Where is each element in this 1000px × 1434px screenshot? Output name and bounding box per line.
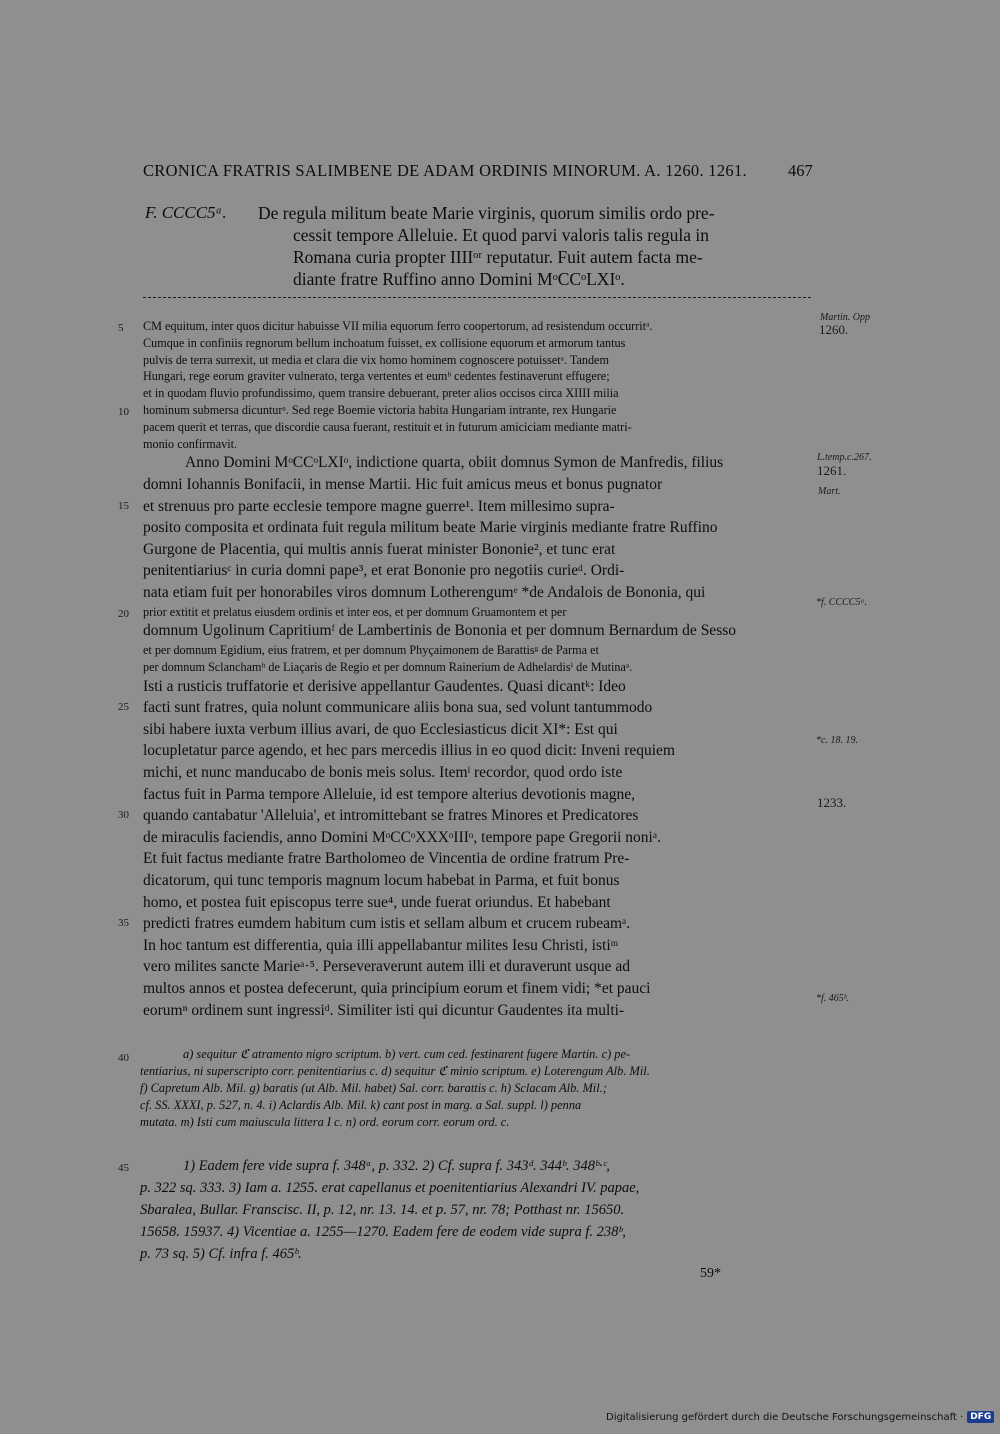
margin-note: Martin. Opp — [820, 312, 870, 323]
line-number: 5 — [118, 322, 124, 334]
line-number: 20 — [118, 607, 129, 620]
section-id: F. CCCC5ᵃ. — [145, 203, 227, 222]
page-title: CRONICA FRATRIS SALIMBENE DE ADAM ORDINIS MINORUM. A. 1260. 1261. — [143, 161, 747, 180]
margin-year: 1233. — [817, 795, 847, 810]
apparatus-line: tentiarius, ni superscripto corr. penitentiarius c. d) sequitur ℭ minio scriptum. e) Loterengum Alb. Mil. — [140, 1064, 650, 1078]
body-line: locupletatur parce agendo, et hec pars mercedis illius in eo quod dicit: Inveni requiem — [143, 742, 675, 760]
note-line: 1) Eadem fere vide supra f. 348ᵃ, p. 332. 2) Cf. supra f. 343ᵈ. 344ᵇ. 348ᵇ·ᶜ, — [183, 1158, 610, 1174]
body-line: michi, et nunc manducabo de bonis meis solus. Itemˡ recordor, quod ordo iste — [143, 764, 623, 781]
section-heading-line: cessit tempore Alleluie. Et quod parvi valoris talis regula in — [293, 225, 710, 245]
body-line: Cumque in confiniis regnorum bellum inchoatum fuisset, ex collisione equorum et armorum tantus — [143, 335, 626, 350]
body-line: In hoc tantum est differentia, quia illi appellabantur milites Iesu Christi, istiᵐ — [143, 936, 619, 954]
footer-text: Digitalisierung gefördert durch die Deutsche Forschungsgemeinschaft · — [606, 1411, 964, 1423]
apparatus-line: cf. SS. XXXI, p. 527, n. 4. i) Aclardis Alb. Mil. k) cant post in marg. a Sal. suppl. l) penna — [140, 1098, 582, 1112]
body-line: penitentiariusᶜ in curia domni pape³, et erat Bononie pro negotiis curieᵈ. Ordi- — [143, 562, 625, 580]
margin-year: 1260. — [819, 322, 849, 337]
note-line: 15658. 15937. 4) Vicentiae a. 1255—1270. Eadem fere de eodem vide supra f. 238ᵇ, — [140, 1224, 626, 1240]
body-line: eorumⁿ ordinem sunt ingressiᵈ. Similiter isti qui dicuntur Gaudentes ita multi- — [143, 1001, 625, 1019]
dfg-logo: DFG — [967, 1411, 994, 1423]
body-line: quando cantabatur 'Alleluia', et intromittebant se fratres Minores et Predicatores — [143, 807, 639, 825]
body-line: vero milites sancte Marieᵃ·⁵. Perseveraverunt autem illi et duraverunt usque ad — [143, 958, 630, 976]
section-heading-line: diante fratre Ruffino anno Domini MᵒCCᵒLXIᵒ. — [293, 269, 625, 289]
section-heading-line: Romana curia propter IIIIᵒʳ reputatur. Fuit autem facta me- — [293, 247, 703, 267]
margin-note: Mart. — [818, 486, 841, 497]
body-line: Et fuit factus mediante fratre Bartholomeo de Vincentia de ordine fratrum Pre- — [143, 850, 630, 868]
line-number: 40 — [118, 1052, 129, 1064]
body-line: per domnum Sclanchamʰ de Liaçaris de Regio et per domnum Rainerium de Adhelardisⁱ de Mutinaᵃ. — [143, 659, 633, 674]
body-line: monio confirmavit. — [143, 436, 238, 451]
line-number: 10 — [118, 406, 129, 418]
body-line: Hungari, rege eorum graviter vulnerato, terga vertentes et eumᵇ cedentes festinaverunt effugere; — [143, 369, 610, 384]
body-line: de miraculis faciendis, anno Domini MᵒCCᵒXXXᵒIIIᵒ, tempore pape Gregorii noniᵃ. — [143, 828, 661, 846]
page-number: 467 — [788, 161, 813, 180]
body-line: et per domnum Egidium, eius fratrem, et per domnum Phyçaimonem de Barattisᵍ de Parma et — [143, 643, 599, 657]
body-line: predicti fratres eumdem habitum cum istis et sellam album et crucem rubeamᵃ. — [143, 915, 631, 933]
line-number: 15 — [118, 499, 129, 512]
line-number: 35 — [118, 917, 129, 930]
margin-year: 1261. — [817, 463, 847, 478]
margin-note: *f. 465ᵇ. — [816, 993, 849, 1004]
dfg-footer — [606, 1411, 994, 1423]
line-number: 45 — [118, 1162, 129, 1174]
body-line: Gurgone de Placentia, qui multis annis fuerat minister Bononie², et tunc erat — [143, 540, 616, 558]
body-line: posito composita et ordinata fuit regula militum beate Marie virginis mediante fratre Ruffino — [143, 519, 718, 537]
note-line: p. 73 sq. 5) Cf. infra f. 465ᵇ. — [140, 1246, 302, 1262]
body-line: factus fuit in Parma tempore Alleluie, id est tempore alterius devotionis magne, — [143, 785, 635, 803]
body-line: CM equitum, inter quos dicitur habuisse VII milia equorum ferro coopertorum, ad resistendum occurritᵃ. — [143, 319, 653, 333]
body-line: domni Iohannis Bonifacii, in mense Martii. Hic fuit amicus meus et bonus pugnator — [143, 476, 663, 493]
margin-note: L.temp.c.267. — [817, 452, 872, 463]
signature-mark: 59* — [700, 1266, 721, 1281]
line-number: 30 — [118, 809, 129, 822]
body-line: domnum Ugolinum Capritiumᶠ de Lambertinis de Bononia et per domnum Bernardum de Sesso — [143, 622, 737, 640]
body-line: prior extitit et prelatus eiusdem ordinis et inter eos, et per domnum Gruamontem et per — [143, 604, 567, 619]
apparatus-line: mutata. m) Isti cum maiuscula littera I c. n) ord. eorum corr. eorum ord. c. — [140, 1115, 510, 1129]
body-line: sibi habere iuxta verbum illius avari, de quo Ecclesiasticus dicit XI*: Est qui — [143, 720, 618, 738]
line-number: 25 — [118, 701, 129, 714]
section-heading-line: De regula militum beate Marie virginis, quorum similis ordo pre- — [258, 203, 715, 223]
body-line: et in quodam fluvio profundissimo, quem transire debuerant, preter alios occisos circa XIIII milia — [143, 386, 619, 401]
body-line: dicatorum, qui tunc temporis magnum locum habebat in Parma, et fuit bonus — [143, 872, 620, 889]
body-line: et strenuus pro parte ecclesie tempore magne guerre¹. Item millesimo supra- — [143, 497, 615, 515]
body-line: pulvis de terra surrexit, ut media et clara die vix homo hominem cognoscere potuissetᵃ. Tandem — [143, 352, 609, 367]
apparatus-line: f) Capretum Alb. Mil. g) baratis (ut Alb. Mil. habet) Sal. corr. barattis c. h) Sclacam Alb. Mil.; — [140, 1081, 607, 1095]
note-line: p. 322 sq. 333. 3) Iam a. 1255. erat capellanus et poenitentiarius Alexandri IV. papae, — [140, 1180, 640, 1196]
body-line: pacem querit et terras, que discordie causa fuerant, restituit et in futurum amiciciam mediante matri- — [143, 419, 632, 434]
apparatus-line: a) sequitur ℭ atramento nigro scriptum. b) vert. cum ced. festinarent fugere Martin. c) pe- — [183, 1047, 631, 1061]
body-line: facti sunt fratres, quia nolunt communicare aliis bona sua, sed volunt tantummodo — [143, 699, 653, 717]
body-line: homo, et postea fuit episcopus terre sue⁴, unde fuerat oriundus. Et habebant — [143, 893, 611, 911]
body-line: multos annos et postea defecerunt, quia principium eorum et finem vidi; *et pauci — [143, 980, 651, 997]
body-line: Isti a rusticis truffatorie et derisive appellantur Gaudentes. Quasi dicantᵏ: Ideo — [143, 677, 626, 695]
body-line: nata etiam fuit per honorabiles viros domnum Lotherengumᵉ *de Andalois de Bononia, qui — [143, 584, 706, 601]
margin-note: *f. CCCC5ᵃ. — [816, 597, 867, 608]
separator-rule — [143, 297, 811, 298]
body-line: hominum submersa dicunturᵃ. Sed rege Boemie victoria habita Hungariam intrante, rex Hungarie — [143, 403, 617, 417]
note-line: Sbaralea, Bullar. Franscisc. II, p. 12, nr. 13. 14. et p. 57, nr. 78; Potthast nr. 15650. — [140, 1202, 625, 1218]
body-line: Anno Domini MᵒCCᵒLXIᵒ, indictione quarta, obiit domnus Symon de Manfredis, filius — [185, 454, 724, 472]
margin-note: *c. 18. 19. — [816, 735, 858, 746]
